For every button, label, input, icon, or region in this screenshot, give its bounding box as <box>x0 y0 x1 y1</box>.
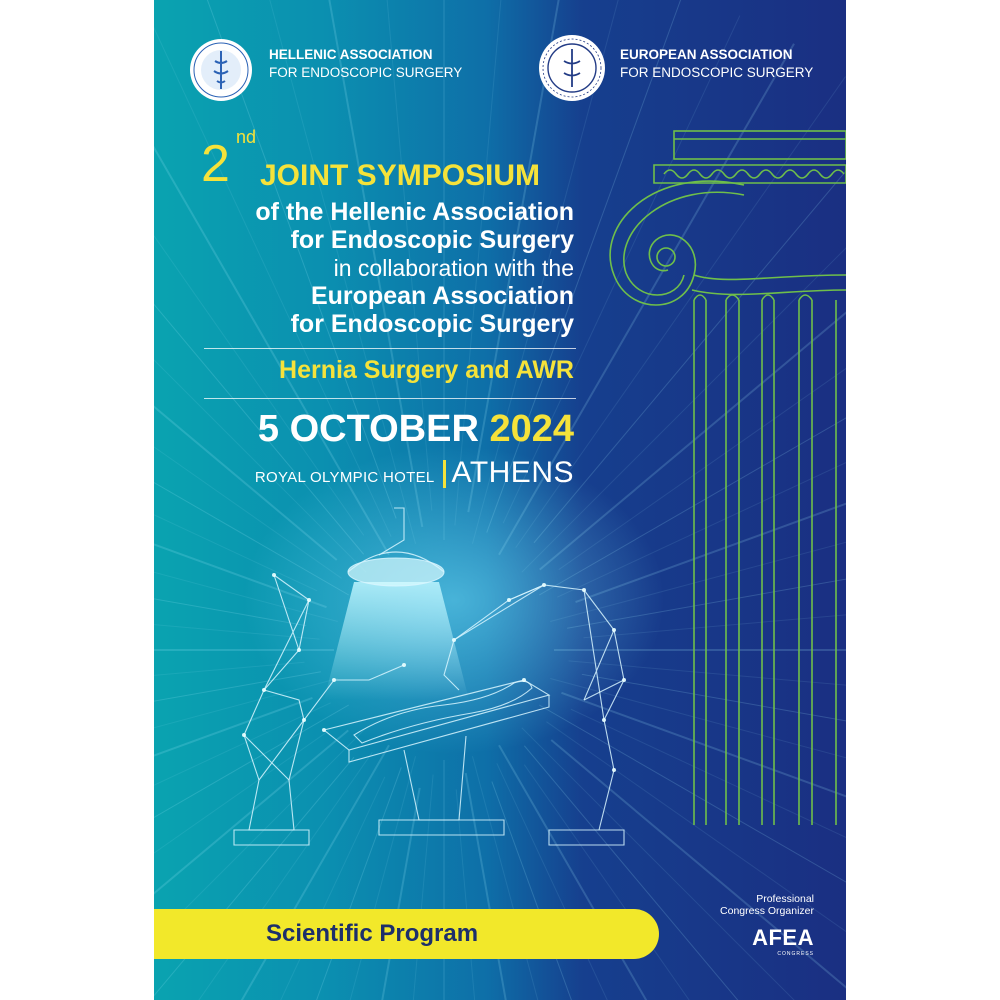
venue-separator <box>443 460 446 488</box>
title-line-1: of the Hellenic Association <box>255 198 574 226</box>
scientific-program-banner <box>154 909 659 959</box>
european-association-name-line2: FOR ENDOSCOPIC SURGERY <box>620 65 814 80</box>
venue-hotel: ROYAL OLYMPIC HOTEL <box>254 469 435 486</box>
event-date <box>258 408 574 451</box>
scientific-program-label: Scientific Program <box>266 920 479 947</box>
title-line-3: in collaboration with the <box>333 255 574 281</box>
ordinal-number: 2 <box>201 135 230 193</box>
title-divider-top <box>204 348 576 349</box>
venue-city: ATHENS <box>451 456 574 489</box>
event-venue <box>255 456 574 490</box>
title-divider-bottom <box>204 398 576 399</box>
symposium-theme: Hernia Surgery and AWR <box>279 356 574 384</box>
symposium-poster <box>154 0 846 1000</box>
afea-logo-text: AFEA <box>752 925 814 950</box>
title-line-4: European Association <box>310 282 574 310</box>
organizer-line-1: Professional <box>756 893 814 905</box>
organizer-line-2: Congress Organizer <box>720 905 814 917</box>
ordinal-suffix: nd <box>236 127 257 147</box>
professional-congress-organizer <box>720 893 814 957</box>
hellenic-association-name-line1: HELLENIC ASSOCIATION <box>269 47 433 62</box>
european-association-seal-icon <box>537 33 607 103</box>
hellenic-association-name-line2: FOR ENDOSCOPIC SURGERY <box>269 65 463 80</box>
afea-logo-subtext: CONGRESS <box>777 951 814 957</box>
event-year: 2024 <box>489 408 574 450</box>
hellenic-association-name <box>269 46 462 82</box>
title-line-5: for Endoscopic Surgery <box>290 310 574 338</box>
european-association-name-line1: EUROPEAN ASSOCIATION <box>620 47 793 62</box>
title-line-2: for Endoscopic Surgery <box>290 226 574 254</box>
robotic-surgery-illustration <box>204 500 654 880</box>
symposium-headline: JOINT SYMPOSIUM <box>260 159 541 192</box>
hellenic-association-seal-icon <box>188 37 254 103</box>
european-association-name <box>620 46 813 82</box>
event-day-month: 5 OCTOBER <box>257 408 479 450</box>
